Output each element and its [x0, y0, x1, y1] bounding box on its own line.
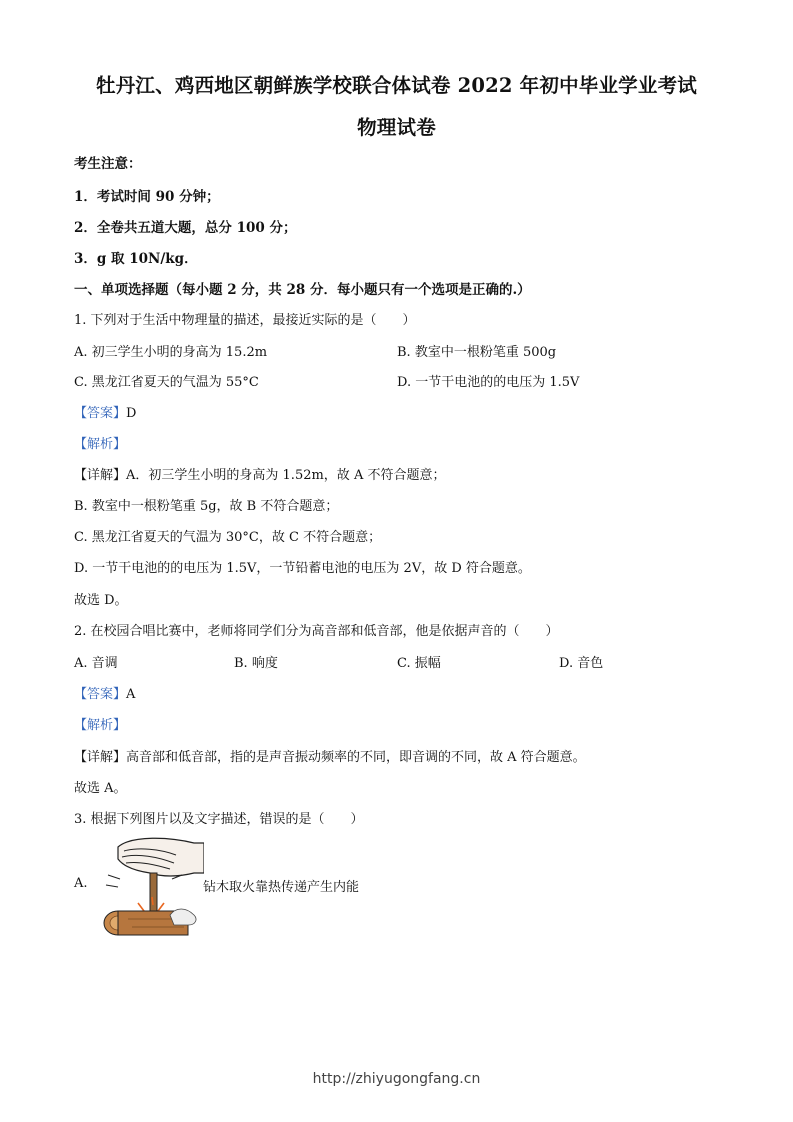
answer-tag: 【答案】	[74, 687, 127, 702]
question-1-detail-d: D. 一节干电池的的电压为 1.5V，一节铅蓄电池的电压为 2V，故 D 符合题意。	[74, 561, 531, 576]
question-1-stem: 1. 下列对于生活中物理量的描述，最接近实际的是（ ）	[74, 313, 416, 328]
question-1-conclusion: 故选 D。	[74, 593, 128, 608]
question-1-detail-c: C. 黑龙江省夏天的气温为 30°C，故 C 不符合题意；	[74, 530, 382, 545]
exam-title-line1: 牡丹江、鸡西地区朝鲜族学校联合体试卷 2022 年初中毕业学业考试	[96, 74, 697, 97]
question-3-stem: 3. 根据下列图片以及文字描述，错误的是（ ）	[74, 812, 364, 827]
notice-item-1: 1．考试时间 90 分钟；	[74, 189, 220, 205]
question-2-answer	[74, 683, 135, 702]
detail-tag: 【详解】	[74, 468, 127, 483]
question-1-option-b: B. 教室中一根粉笔重 500g	[397, 345, 557, 360]
question-2-option-b: B. 响度	[234, 656, 278, 671]
question-2-option-a: A. 音调	[74, 656, 118, 671]
question-2-detail	[74, 746, 586, 765]
detail-text: 高音部和低音部，指的是声音振动频率的不同，即音调的不同，故 A 符合题意。	[126, 750, 586, 765]
drill-fire-illustration	[98, 833, 204, 937]
question-3-option-a-text: 钻木取火靠热传递产生内能	[203, 880, 360, 895]
question-1-option-d: D. 一节干电池的的电压为 1.5V	[397, 375, 580, 390]
question-2-option-c: C. 振幅	[397, 656, 441, 671]
question-2-stem: 2. 在校园合唱比赛中，老师将同学们分为高音部和低音部，他是依据声音的（ ）	[74, 624, 559, 639]
question-1-answer	[74, 402, 136, 421]
answer-tag: 【答案】	[74, 406, 127, 421]
question-2-analysis-tag: 【解析】	[74, 718, 127, 733]
section-heading: 一、单项选择题（每小题 2 分，共 28 分．每小题只有一个选项是正确的.）	[74, 282, 531, 298]
question-1-analysis-tag: 【解析】	[74, 437, 127, 452]
question-1-option-a: A. 初三学生小明的身高为 15.2m	[74, 345, 268, 360]
footer-url: http://zhiyugongfang.cn	[312, 1071, 481, 1087]
notice-item-2: 2．全卷共五道大题，总分 100 分；	[74, 220, 297, 236]
answer-value: A	[126, 687, 136, 702]
detail-text: A．初三学生小明的身高为 1.52m，故 A 不符合题意；	[126, 468, 446, 483]
question-2-conclusion: 故选 A。	[74, 781, 127, 796]
question-1-detail-b: B. 教室中一根粉笔重 5g，故 B 不符合题意；	[74, 499, 339, 514]
exam-title-subject: 物理试卷	[357, 116, 436, 139]
notice-item-3: 3．g 取 10N/kg．	[74, 251, 198, 267]
notice-heading: 考生注意：	[74, 156, 142, 172]
question-3-option-a-label: A.	[74, 876, 88, 891]
detail-tag: 【详解】	[74, 750, 127, 765]
question-1-option-c: C. 黑龙江省夏天的气温为 55°C	[74, 375, 259, 390]
question-1-detail	[74, 464, 445, 483]
question-2-option-d: D. 音色	[559, 656, 604, 671]
answer-value: D	[126, 406, 137, 421]
